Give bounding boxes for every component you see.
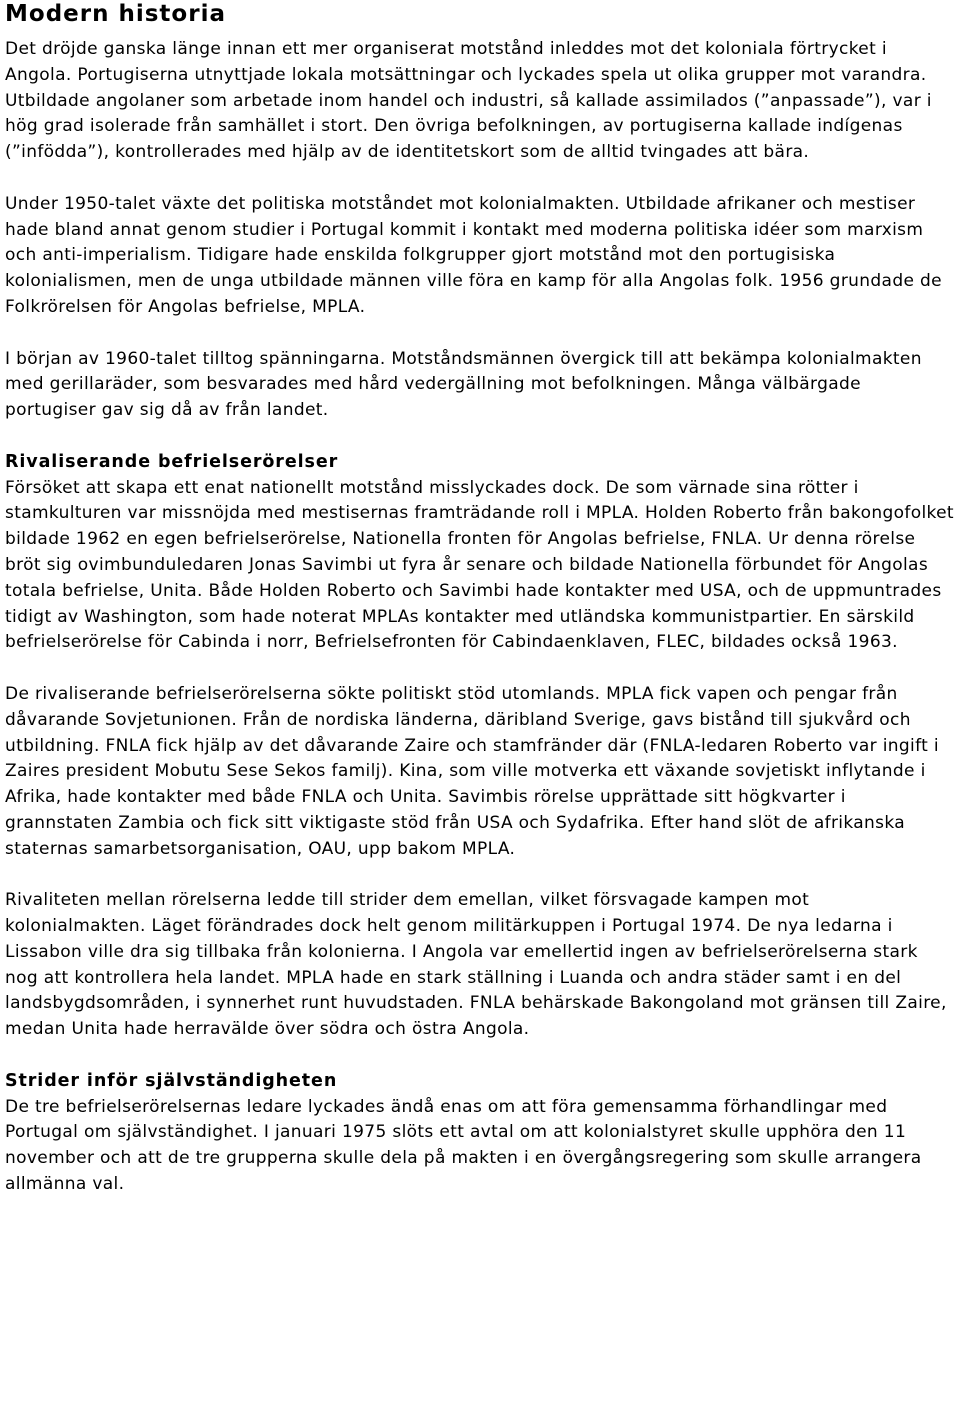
section-heading: Rivaliserande befrielserörelser	[5, 451, 339, 472]
paragraph: Det dröjde ganska länge innan ett mer organiserat motstånd inleddes mot det koloniala förtrycket i Angola. Portugiserna utnyttjade lokala motsättningar och lyckades spela ut olika grupper mot varandra. Utbildade angolaner som arbetade inom handel och industri, så kallade assimilados (”anpassade”), var i hög grad isolerade från samhället i stort. Den övriga befolkningen, av portugiserna kallade indígenas (”infödda”), kontrollerades med hjälp av de identitetskort som de alltid tvingades att bära.	[5, 39, 932, 163]
paragraph: I början av 1960-talet tilltog spänningarna. Motståndsmännen övergick till att bekämpa kolonialmakten med gerillaräder, som besvarades med hård vedergällning mot befolkningen. Många välbärgade portugiser gav sig då av från landet.	[5, 348, 922, 421]
section-heading: Strider inför självständigheten	[5, 1070, 338, 1091]
page-title: Modern historia	[5, 1, 226, 27]
document-page	[5, 0, 955, 1198]
paragraph: De rivaliserande befrielserörelserna sökte politiskt stöd utomlands. MPLA fick vapen och pengar från dåvarande Sovjetunionen. Från de nordiska länderna, däribland Sverige, gavs bistånd till sjukvård och utbildning. FNLA fick hjälp av det dåvarande Zaire och stamfränder där (FNLA-ledaren Roberto var ingift i Zaires president Mobutu Sese Sekos familj). Kina, som ville motverka ett växande sovjetiskt inflytande i Afrika, hade kontakter med både FNLA och Unita. Savimbis rörelse upprättade sitt högkvarter i grannstaten Zambia och fick sitt viktigaste stöd från USA och Sydafrika. Efter hand slöt de afrikanska staternas samarbetsorganisation, OAU, upp bakom MPLA.	[5, 683, 939, 859]
paragraph: De tre befrielserörelsernas ledare lyckades ändå enas om att föra gemensamma förhandlingar med Portugal om självständighet. I januari 1975 slöts ett avtal om att kolonialstyret skulle upphöra den 11 november och att de tre grupperna skulle dela på makten i en övergångsregering som skulle arrangera allmänna val.	[5, 1096, 922, 1195]
paragraph: Under 1950-talet växte det politiska motståndet mot kolonialmakten. Utbildade afrikaner och mestiser hade bland annat genom studier i Portugal kommit i kontakt med moderna politiska idéer som marxism och anti-imperialism. Tidigare hade enskilda folkgrupper gjort motstånd mot den portugisiska kolonialismen, men de unga utbildade männen ville föra en kamp för alla Angolas folk. 1956 grundade de Folkrörelsen för Angolas befrielse, MPLA.	[5, 193, 942, 317]
paragraph: Rivaliteten mellan rörelserna ledde till strider dem emellan, vilket försvagade kampen mot kolonialmakten. Läget förändrades dock helt genom militärkuppen i Portugal 1974. De nya ledarna i Lissabon ville dra sig tillbaka från kolonierna. I Angola var emellertid ingen av befrielserörelserna stark nog att kontrollera hela landet. MPLA hade en stark ställning i Luanda och andra städer samt i en del landsbygdsområden, i synnerhet runt huvudstaden. FNLA behärskade Bakongoland mot gränsen till Zaire, medan Unita hade herravälde över södra och östra Angola.	[5, 890, 947, 1040]
paragraph: Försöket att skapa ett enat nationellt motstånd misslyckades dock. De som värnade sina rötter i stamkulturen var missnöjda med mestisernas framträdande roll i MPLA. Holden Roberto från bakongofolket bildade 1962 en egen befrielserörelse, Nationella fronten för Angolas befrielse, FNLA. Ur denna rörelse bröt sig ovimbunduledaren Jonas Savimbi ut fyra år senare och bildade Nationella förbundet för Angolas totala befrielse, Unita. Både Holden Roberto och Savimbi hade kontakter med USA, och de uppmuntrades tidigt av Washington, som hade noterat MPLAs kontakter med utländska kommunistpartier. En särskild befrielserörelse för Cabinda i norr, Befrielsefronten för Cabindaenklaven, FLEC, bildades också 1963.	[5, 477, 954, 653]
